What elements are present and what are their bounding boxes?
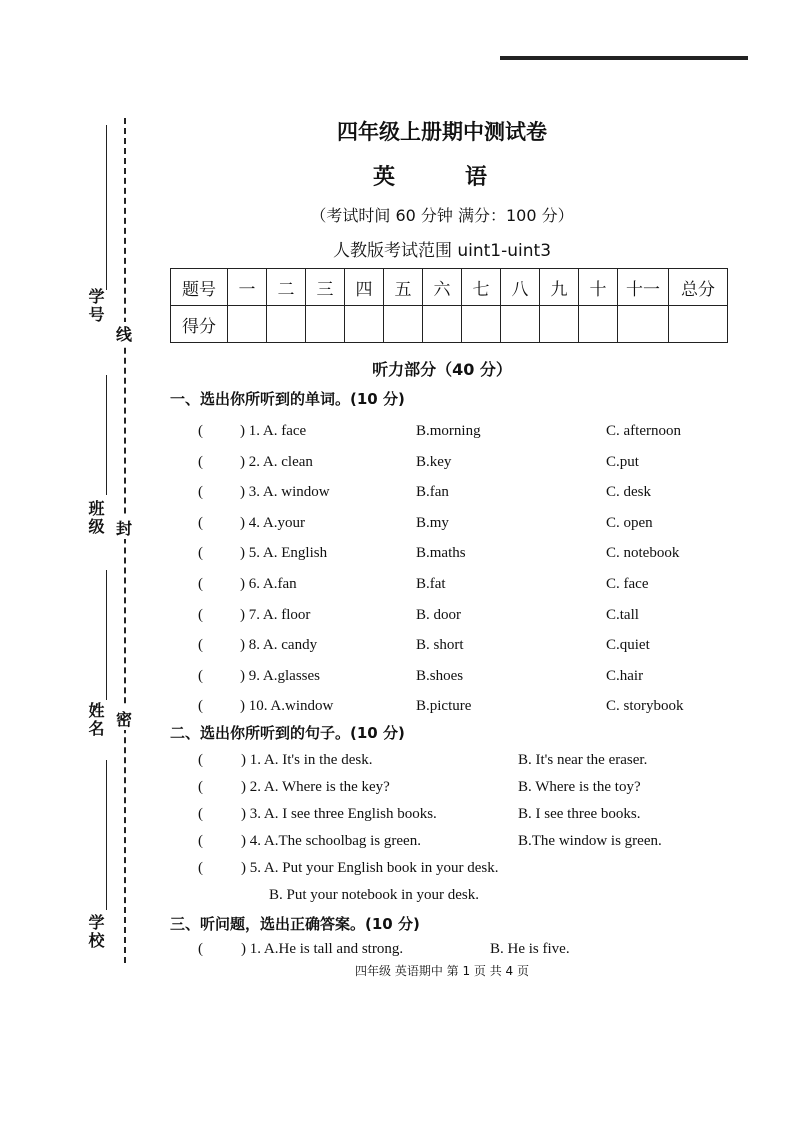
section1-title: 一、选出你所听到的单词。(10 分) [170, 390, 405, 408]
option-b: B.my [416, 514, 449, 531]
score-table-score-row [171, 306, 728, 343]
option-b: B. I see three books. [518, 806, 641, 822]
answer-blank[interactable]: ( [198, 941, 203, 957]
score-col-10: 十 [579, 269, 618, 306]
question-option-a: ) 4. A.your [240, 514, 305, 531]
option-c: C.put [606, 453, 639, 470]
option-b: B. Put your notebook in your desk. [269, 887, 479, 903]
answer-blank[interactable]: ( [198, 860, 203, 876]
option-b: B.picture [416, 698, 472, 715]
score-cell[interactable] [267, 306, 306, 343]
option-c: C.tall [606, 606, 639, 623]
answer-blank[interactable]: ( [198, 576, 203, 592]
school-underline [106, 760, 107, 910]
option-b: B.maths [416, 545, 466, 562]
answer-blank[interactable]: ( [198, 833, 203, 849]
option-c: C. open [606, 514, 653, 531]
score-cell[interactable] [462, 306, 501, 343]
score-cell[interactable] [384, 306, 423, 343]
question-option-a: ) 1. A.He is tall and strong. [241, 941, 404, 957]
answer-blank[interactable]: ( [198, 484, 203, 501]
page-footer: 四年级 英语期中 第 1 页 共 4 页 [355, 964, 529, 978]
option-b: B.key [416, 453, 452, 470]
score-cell[interactable] [345, 306, 384, 343]
question-option-a: ) 2. A. clean [240, 453, 313, 470]
option-c: C.hair [606, 667, 644, 684]
question-option-a: ) 3. A. window [240, 484, 330, 501]
answer-blank[interactable]: ( [198, 806, 203, 822]
option-c: C. notebook [606, 545, 680, 562]
answer-blank[interactable]: ( [198, 423, 203, 439]
score-table [170, 268, 728, 343]
seal-char-line: 线 [116, 322, 132, 345]
score-col-11: 十一 [618, 269, 669, 306]
question-option-a: ) 3. A. I see three English books. [241, 806, 437, 822]
answer-blank[interactable]: ( [198, 453, 203, 470]
score-cell[interactable] [306, 306, 345, 343]
question-option-a: ) 1. A. face [240, 423, 307, 439]
answer-blank[interactable]: ( [198, 606, 203, 623]
score-col-1: 一 [228, 269, 267, 306]
option-b: B. door [416, 606, 461, 623]
score-col-total: 总分 [669, 269, 728, 306]
option-b: B.The window is green. [518, 833, 662, 849]
answer-blank[interactable]: ( [198, 514, 203, 531]
score-cell[interactable] [579, 306, 618, 343]
exam-subject: 英 语 [372, 165, 511, 190]
option-c: C. face [606, 576, 649, 592]
question-option-a: ) 9. A.glasses [240, 667, 320, 684]
answer-blank[interactable]: ( [198, 698, 203, 715]
seal-char-secret: 密 [116, 707, 132, 730]
option-c: C. desk [606, 484, 651, 501]
section3-title: 三、听问题，选出正确答案。(10 分) [170, 915, 420, 933]
option-b: B. It's near the eraser. [518, 752, 648, 768]
option-b: B. He is five. [490, 941, 570, 957]
option-b: B. Where is the toy? [518, 779, 641, 795]
listening-section-title: 听力部分（40 分） [372, 360, 512, 379]
score-col-6: 六 [423, 269, 462, 306]
exam-info: （考试时间 60 分钟 满分：100 分） [310, 206, 574, 225]
option-c: C. storybook [606, 698, 684, 715]
class-label: 班级 [86, 500, 105, 536]
score-table-row-label: 得分 [171, 306, 228, 343]
question-option-a: ) 10. A.window [240, 698, 334, 715]
question-option-a: ) 8. A. candy [240, 637, 318, 654]
option-b: B.fat [416, 576, 446, 592]
option-b: B. short [416, 637, 464, 654]
class-underline [106, 375, 107, 495]
name-underline [106, 570, 107, 700]
student-id-label: 学号 [86, 288, 105, 324]
score-col-2: 二 [267, 269, 306, 306]
score-table-header-label: 题号 [171, 269, 228, 306]
question-option-a: ) 5. A. English [240, 545, 328, 562]
option-c: C.quiet [606, 637, 650, 654]
answer-blank[interactable]: ( [198, 637, 203, 654]
score-cell[interactable] [540, 306, 579, 343]
option-b: B.fan [416, 484, 449, 501]
question-option-a: ) 2. A. Where is the key? [241, 779, 390, 795]
score-cell[interactable] [669, 306, 728, 343]
question-option-a: ) 6. A.fan [240, 576, 297, 592]
exam-title: 四年级上册期中测试卷 [337, 120, 547, 144]
score-col-4: 四 [345, 269, 384, 306]
school-label: 学校 [86, 914, 105, 950]
score-col-9: 九 [540, 269, 579, 306]
answer-blank[interactable]: ( [198, 779, 203, 795]
score-col-7: 七 [462, 269, 501, 306]
option-b: B.shoes [416, 667, 464, 684]
answer-blank[interactable]: ( [198, 752, 203, 768]
score-table-header-row [171, 269, 728, 306]
question-option-a: ) 7. A. floor [240, 606, 311, 623]
score-cell[interactable] [228, 306, 267, 343]
answer-blank[interactable]: ( [198, 667, 203, 684]
seal-char-seal: 封 [116, 516, 132, 539]
exam-scope: 人教版考试范围 uint1-uint3 [332, 241, 552, 261]
score-cell[interactable] [618, 306, 669, 343]
score-cell[interactable] [501, 306, 540, 343]
question-option-a: ) 4. A.The schoolbag is green. [241, 833, 421, 849]
name-label: 姓名 [86, 702, 105, 738]
score-col-8: 八 [501, 269, 540, 306]
score-col-3: 三 [306, 269, 345, 306]
option-b: B.morning [416, 423, 481, 439]
score-cell[interactable] [423, 306, 462, 343]
answer-blank[interactable]: ( [198, 545, 203, 562]
question-option-a: ) 5. A. Put your English book in your desk. [241, 860, 499, 876]
score-col-5: 五 [384, 269, 423, 306]
question-option-a: ) 1. A. It's in the desk. [241, 752, 373, 768]
option-c: C. afternoon [606, 423, 681, 439]
section2-title: 二、选出你所听到的句子。(10 分) [170, 724, 405, 742]
top-edge-line [500, 56, 748, 60]
